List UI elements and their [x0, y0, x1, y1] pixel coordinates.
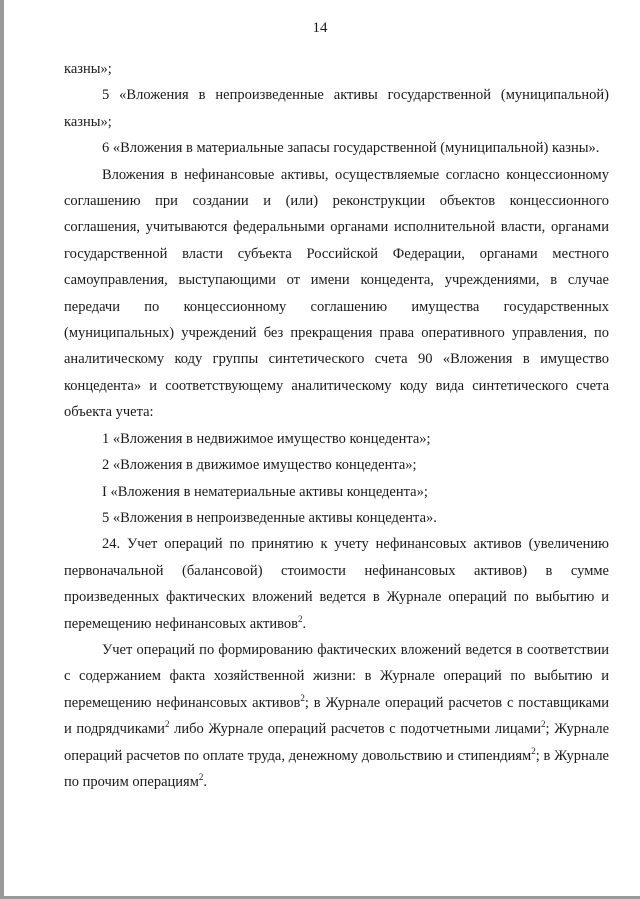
paragraph: 5 «Вложения в непроизведенные активы концедента». [102, 509, 437, 526]
paragraph: 5 «Вложения в непроизведенные активы государственной (муниципальной) казны»; [64, 87, 609, 130]
footnote-ref: 2 [300, 692, 305, 703]
footnote-ref: 2 [297, 613, 303, 624]
paragraph: 6 «Вложения в материальные запасы государственной (муниципальной) казны». [102, 140, 600, 157]
paragraph: казны»; [64, 61, 112, 77]
footnote-ref: 2 [164, 719, 170, 730]
page-number: 14 [312, 20, 328, 36]
footnote-ref: 2 [541, 719, 546, 730]
paragraph: 24. Учет операций по принятию к учету нефинансовых активов (увеличению первоначальной (балансовой) стоимости нефинансовых активов) в сумме произведенных фактических вложений ведется в Журнале операций по выбытию и перемещению нефинансовых активов$^2$. [64, 536, 609, 632]
paragraph: Учет операций по формированию фактических вложений ведется в соответствии с содержанием факта хозяйственной жизни: в Журнале операций по выбытию и перемещению нефинансовых активов$^2$; в Журнале операций расчетов с поставщиками и подрядчиками$^2$ либо Журнале операций расчетов с подотчетными лицами$^2$; Журнале операций расчетов по оплате труда, денежному довольствию и стипендиям$^2$; в Журнале по прочим операциям$^2$. [64, 641, 610, 790]
footnote-ref: 2 [198, 772, 204, 783]
footnote-ref: 2 [531, 745, 536, 756]
paragraph: I «Вложения в нематериальные активы концедента»; [102, 483, 428, 500]
paragraph: 1 «Вложения в недвижимое имущество концедента»; [102, 430, 431, 447]
document-body [64, 56, 609, 795]
paragraph: 2 «Вложения в движимое имущество концедента»; [102, 457, 417, 474]
paragraph: Вложения в нефинансовые активы, осуществляемые согласно концессионному соглашению при создании и (или) реконструкции объектов концессионного соглашения, учитываются федеральными органами исполнительной власти, органами государственной власти субъекта Российской Федерации, органами местного самоуправления, выступающими от имени концедента, учреждениями, в случае передачи по концессионному соглашению имущества государственных (муниципальных) учреждений без прекращения права оперативного управления, по аналитическому коду группы синтетического счета 90 «Вложения в имущество концедента» и соответствующему аналитическому коду вида синтетического счета объекта учета: [64, 166, 609, 421]
